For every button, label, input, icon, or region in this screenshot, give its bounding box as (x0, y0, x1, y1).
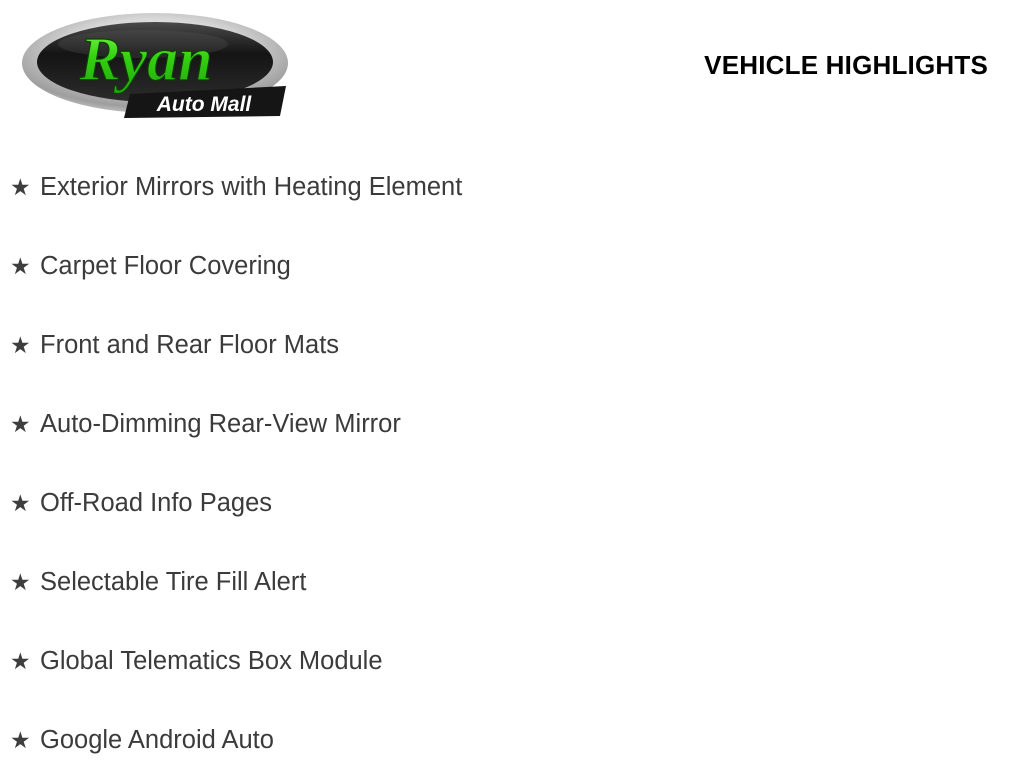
page-header (0, 0, 1024, 130)
list-item-label: Carpet Floor Covering (40, 252, 291, 281)
star-icon: ★ (10, 648, 31, 674)
vehicle-highlights-list (0, 148, 1024, 780)
list-item-label: Auto-Dimming Rear-View Mirror (40, 410, 401, 439)
star-icon: ★ (10, 411, 31, 437)
star-icon: ★ (10, 569, 31, 595)
list-item (0, 306, 1024, 385)
list-item-label: Off-Road Info Pages (40, 489, 273, 518)
list-item (0, 701, 1024, 780)
list-item (0, 464, 1024, 543)
list-item-label: Global Telematics Box Module (40, 647, 383, 676)
page-title: VEHICLE HIGHLIGHTS (704, 50, 988, 80)
list-item (0, 385, 1024, 464)
list-item-label: Exterior Mirrors with Heating Element (40, 173, 463, 202)
list-item-label: Front and Rear Floor Mats (40, 331, 340, 360)
list-item-label: Google Android Auto (40, 726, 274, 755)
star-icon: ★ (10, 174, 31, 200)
star-icon: ★ (10, 727, 31, 753)
star-icon: ★ (10, 253, 31, 279)
ryan-auto-mall-logo (18, 8, 293, 123)
svg-text:Auto Mall: Auto Mall (156, 93, 252, 116)
list-item-label: Selectable Tire Fill Alert (40, 568, 307, 597)
list-item (0, 622, 1024, 701)
svg-text:Ryan: Ryan (79, 26, 213, 94)
star-icon: ★ (10, 332, 31, 358)
star-icon: ★ (10, 490, 31, 516)
list-item (0, 543, 1024, 622)
list-item (0, 148, 1024, 227)
list-item (0, 227, 1024, 306)
